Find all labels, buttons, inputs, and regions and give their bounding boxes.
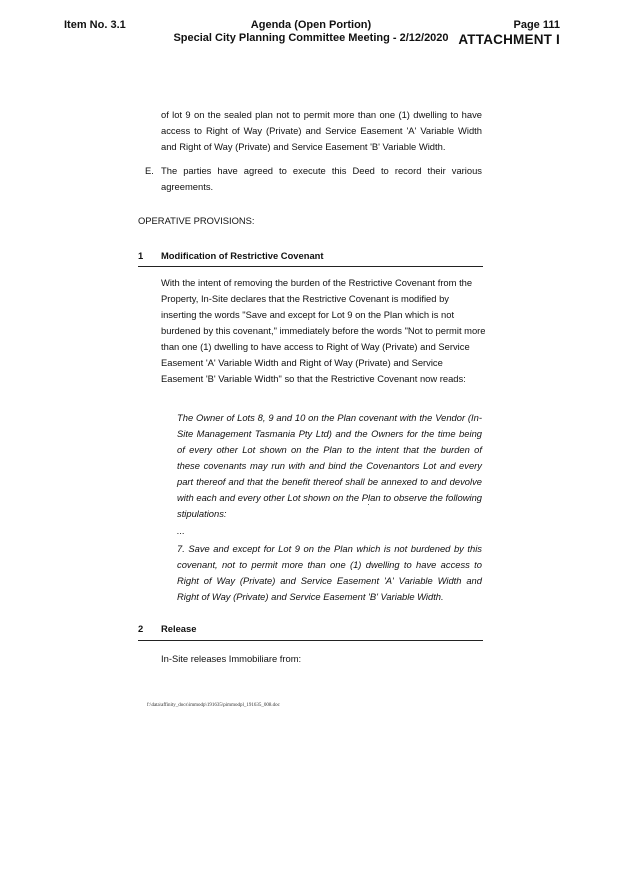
covenant-quote: The Owner of Lots 8, 9 and 10 on the Plan covenant with the Vendor (In-Site Management Tasmania Pty Ltd) and the Owners for the time being of every other Lot shown on the Plan to the intent that the burden of these covenants may run with and bind the Covenantors Lot and every part thereof and that the benefit thereof shall be annexed to and devolve with each and every other Lot shown on the Plan to observe the following stipulations: <box>177 412 482 519</box>
recital-continuation: of lot 9 on the sealed plan not to permit more than one (1) dwelling to have access to Right of Way (Private) and Service Easement 'A' Variable Width and Right of Way (Private) and Service Easement 'B' Variable Width. <box>161 109 482 152</box>
ellipsis: ... <box>177 525 185 536</box>
section-1-title: Modification of Restrictive Covenant <box>161 250 324 261</box>
recital-e-label: E. <box>145 165 154 176</box>
attachment-label: ATTACHMENT I <box>458 32 560 47</box>
section-2-body: In-Site releases Immobiliare from: <box>161 653 302 664</box>
meeting-title: Special City Planning Committee Meeting - 2/12/2020 <box>173 32 449 44</box>
agenda-title: Agenda (Open Portion) <box>250 19 372 31</box>
section-2-title: Release <box>161 623 197 634</box>
operative-provisions-heading: OPERATIVE PROVISIONS: <box>138 215 255 226</box>
speck <box>368 504 369 505</box>
stipulation-7: 7. Save and except for Lot 9 on the Plan which is not burdened by this covenant, not to permit more than one (1) dwelling to have access to Right of Way (Private) and Service Easement 'A' Variable Width and Right of Way (Private) and Service Easement 'B' Variable Width. <box>177 543 482 602</box>
page-info <box>458 19 560 48</box>
section-1-number: 1 <box>138 250 144 261</box>
page-number: Page 111 <box>513 19 560 31</box>
item-number: Item No. 3.1 <box>64 19 126 31</box>
section-1-body: With the intent of removing the burden of the Restrictive Covenant from the Property, In-Site declares that the Restrictive Covenant is modified by inserting the words "Save and except for Lot 9 on the Plan which is not burdened by this covenant," immediately before the words "Not to permit more than one (1) dwelling to have access to Right of Way (Private) and Service Easement 'A' Variable Width and Right of Way (Private) and Service Easement 'B' Variable Width" so that the Restrictive Covenant now reads: <box>161 277 486 384</box>
file-path-footer: f:\data\affinity_docs\immodp\191635\pimmodpl_191635_008.doc <box>147 703 280 708</box>
recital-e-text: The parties have agreed to execute this Deed to record their various agreements. <box>161 165 482 192</box>
section-2-rule <box>138 640 483 641</box>
section-1-rule <box>138 266 483 267</box>
section-2-number: 2 <box>138 623 144 634</box>
